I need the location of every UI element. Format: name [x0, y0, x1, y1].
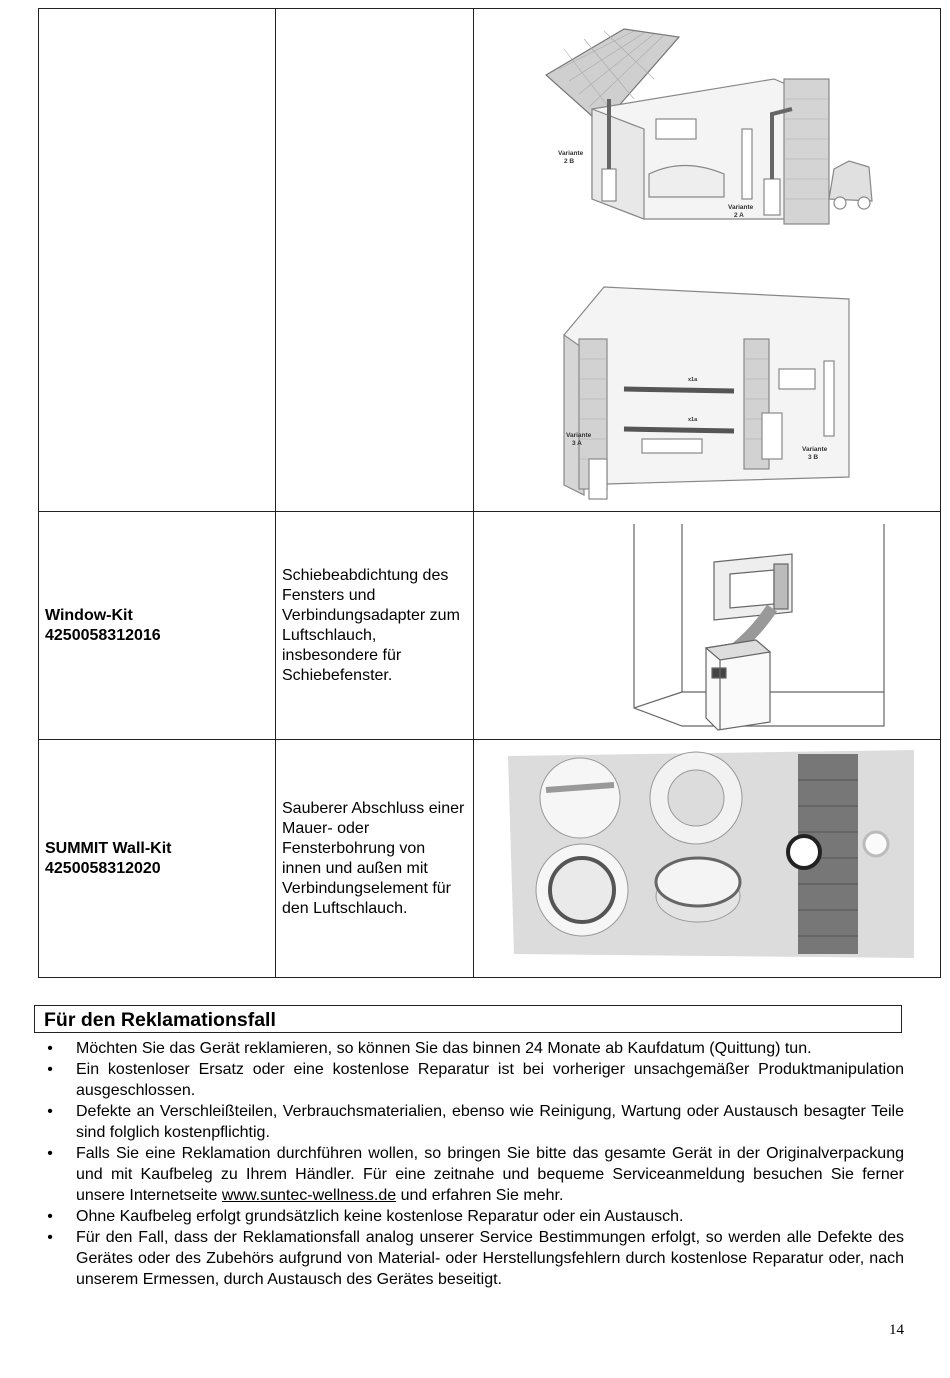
wall-kit-drawing [474, 740, 941, 977]
page-number: 14 [889, 1322, 904, 1338]
variant-2a-label: Variante [728, 204, 754, 211]
installation-variants-drawing [474, 9, 941, 511]
variant-3a-label: Variante [566, 432, 592, 439]
bullet-icon: • [47, 1208, 53, 1225]
website-link[interactable]: www.suntec-wellness.de [221, 1187, 397, 1204]
bullet-icon: • [47, 1061, 53, 1078]
product-name-cell [39, 740, 276, 978]
section-title: Für den Reklamationsfall [44, 1009, 276, 1031]
table-row [39, 740, 941, 978]
svg-text:3 B: 3 B [808, 454, 819, 461]
window-kit-drawing [474, 512, 941, 739]
variant-2b-label: Variante [558, 150, 584, 157]
wall-kit-photo [474, 740, 941, 978]
table-row [39, 9, 941, 512]
window-kit-illustration [474, 512, 941, 740]
product-code: 4250058312016 [45, 626, 161, 644]
product-name: Window-Kit [45, 606, 133, 624]
svg-text:x1a: x1a [688, 417, 698, 423]
product-name-cell [39, 512, 276, 740]
list-item: • Ein kostenloser Ersatz oder eine kostenlose Reparatur ist bei vorheriger unsachgemäßer Produktmanipulation ausgeschlossen. [44, 1059, 904, 1101]
complaint-bullet-list [44, 1038, 904, 1290]
svg-text:3 A: 3 A [572, 440, 582, 447]
empty-cell [276, 9, 474, 512]
installation-variants-illustration [474, 9, 941, 512]
svg-text:x1a: x1a [688, 377, 698, 383]
product-name: SUMMIT Wall-Kit [45, 839, 172, 857]
list-item: • Defekte an Verschleißteilen, Verbrauchsmaterialien, ebenso wie Reinigung, Wartung oder Austausch besagter Teile sind folglich kostenpflichtig. [44, 1101, 904, 1143]
list-item: • Möchten Sie das Gerät reklamieren, so können Sie das binnen 24 Monate ab Kaufdatum (Quittung) tun. [44, 1038, 904, 1059]
list-item: • Ohne Kaufbeleg erfolgt grundsätzlich keine kostenlose Reparatur oder ein Austausch. [44, 1206, 904, 1227]
table-row [39, 512, 941, 740]
accessory-table [38, 8, 941, 978]
product-code: 4250058312020 [45, 859, 161, 877]
list-item: • Falls Sie eine Reklamation durchführen wollen, so bringen Sie bitte das gesamte Gerät in der Originalverpackung und mit Kaufbeleg zu Ihrem Händler. Für eine zeitnahe und bequeme Serviceanmeldung besuchen Sie ferner unsere Internetseite www.suntec-wellness.de und erfahren Sie mehr. [44, 1143, 904, 1206]
svg-text:2 A: 2 A [734, 212, 744, 219]
variant-3b-label: Variante [802, 446, 828, 453]
list-item: • Für den Fall, dass der Reklamationsfall analog unserer Service Bestimmungen erfolgt, so werden alle Defekte des Gerätes oder des Zubehörs aufgrund von Material- oder Herstellungsfehlern durch kostenlose Reparatur oder, nach unserem Ermessen, durch Austausch des Gerätes beseitigt. [44, 1227, 904, 1290]
bullet-icon: • [47, 1229, 53, 1246]
bullet-icon: • [47, 1145, 53, 1162]
complaint-section-header [34, 1005, 902, 1033]
product-description: Sauberer Abschluss einer Mauer- oder Fensterbohrung von innen und außen mit Verbindungselement für den Luftschlauch. [276, 740, 474, 978]
bullet-icon: • [47, 1040, 53, 1057]
product-description: Schiebeabdichtung des Fensters und Verbindungsadapter zum Luftschlauch, insbesondere für Schiebefenster. [276, 512, 474, 740]
svg-text:2 B: 2 B [564, 158, 575, 165]
bullet-icon: • [47, 1103, 53, 1120]
empty-cell [39, 9, 276, 512]
